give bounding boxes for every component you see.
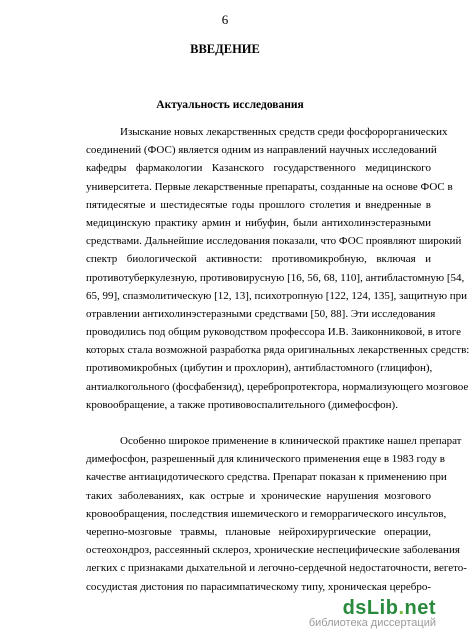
section-heading: ВВЕДЕНИЕ: [190, 42, 260, 56]
text-line: отравлении антихолинэстеразными средствами [50, 88]. Эти исследования: [86, 307, 436, 320]
text-line: 65, 99], спазмолитическую [12, 13], психотропную [122, 124, 135], защитную при: [86, 289, 468, 302]
text-line: кровообращение, а также противовоспалительного (димефосфон).: [86, 398, 398, 411]
text-line: проводились под общим руководством профессора И.В. Заиконниковой, в итоге: [86, 326, 461, 339]
text-line: остеохондроз, рассеянный склероз, хронические неспецифические заболевания: [86, 544, 460, 557]
text-line: противотуберкулезную, противовирусную [16, 56, 68, 110], антибластомную [54,: [86, 271, 465, 284]
text-line: пятидесятые и шестидесятые годы прошлого столетия и внедренные в: [86, 198, 431, 211]
text-line: легких с признаками дыхательной и легочно-сердечной недостаточности, вегето-: [86, 562, 467, 575]
text-line: противомикробных (цибутин и прохлорин), антибластомного (глицифон),: [86, 362, 433, 375]
text-line: Изыскание новых лекарственных средств среди фосфорорганических: [120, 126, 448, 138]
text-line: спектр биологической активности: противомикробную, включая и: [86, 253, 431, 266]
text-line: антиалкогольного (фосфабензид), церебропротектора, нормализующего мозговое: [86, 380, 469, 393]
dslib-tagline: библиотека диссертаций: [308, 617, 436, 629]
paragraph-relevance: [86, 123, 469, 414]
text-line: качестве антиацидотического средства. Препарат показан к применению при: [86, 471, 447, 484]
text-line: кафедры фармакологии Казанского государственного медицинского: [86, 162, 431, 175]
text-line: сосудистая дистония по парасимпатическому типу, хроническая церебро-: [86, 580, 431, 593]
dslib-watermark[interactable]: [309, 597, 436, 629]
text-line: димефосфон, разрешенный для клинического применения еще в 1983 году в: [86, 453, 445, 466]
page-number: 6: [221, 12, 229, 27]
text-line: таких заболеваниях, как острые и хронические нарушения мозгового: [86, 489, 431, 502]
text-line: черепно-мозговые травмы, плановые нейрохирургические операции,: [86, 525, 431, 538]
subsection-heading: Актуальность исследования: [156, 99, 304, 111]
paragraph-dimephosphon: [86, 432, 467, 596]
text-line: средствами. Дальнейшие исследования показали, что ФОС проявляют широкий: [86, 235, 462, 248]
text-line: медицинскую практику армин и нибуфин, были антихолинэстеразными: [86, 216, 431, 229]
text-line: которых стала возможной разработка ряда оригинальных лекарственных средств:: [86, 344, 469, 357]
text-line: университета. Первые лекарственные препараты, созданные на основе ФОС в: [86, 180, 453, 193]
text-line: соединений (ФОС) является одним из направлений научных исследований: [86, 144, 437, 157]
text-line: кровообращения, последствия ишемического и геморрагического инсультов,: [86, 507, 447, 520]
dslib-logo: dsLib.net: [342, 597, 436, 619]
text-line: Особенно широкое применение в клинической практике нашел препарат: [120, 435, 462, 447]
